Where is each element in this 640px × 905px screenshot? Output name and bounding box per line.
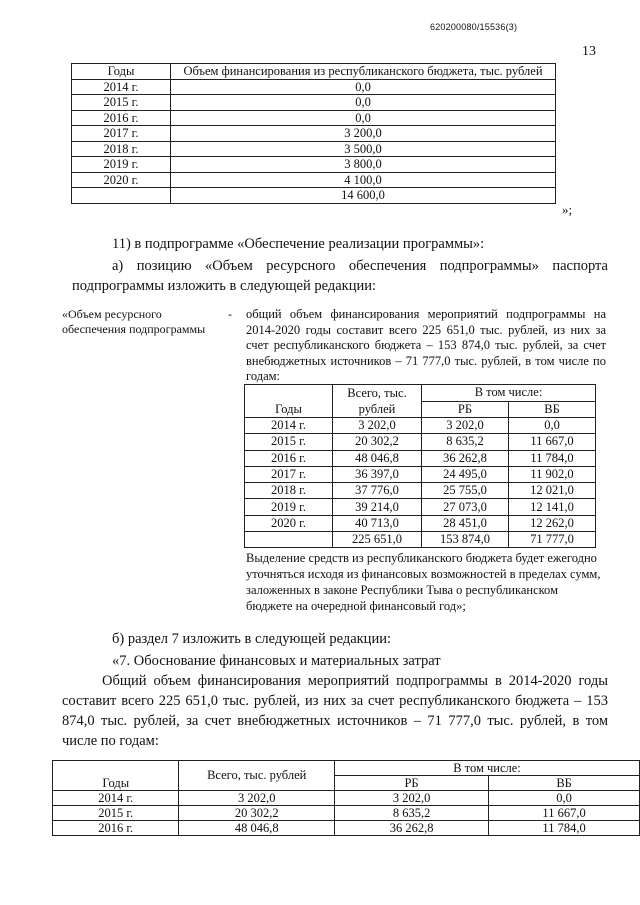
vb-cell: 11 667,0: [509, 434, 596, 450]
item-11-text: 11) в подпрограмме «Обеспечение реализации программы»:: [112, 236, 485, 252]
year-cell: 2015 г.: [72, 95, 171, 111]
amount-cell: 3 800,0: [171, 157, 556, 173]
table-closing-quote: »;: [562, 202, 573, 217]
vb-cell: 12 021,0: [509, 483, 596, 499]
vb-cell: 11 784,0: [509, 450, 596, 466]
vb-cell: 0,0: [509, 418, 596, 434]
table-row: [72, 126, 556, 142]
table-total-row: [245, 532, 596, 548]
amount-cell: 3 500,0: [171, 141, 556, 157]
table-row: [245, 418, 596, 434]
table-row: [72, 157, 556, 173]
table-row: [53, 806, 640, 821]
year-cell: [72, 188, 171, 204]
document-id: 620200080/15536(3): [430, 22, 518, 32]
table-row: [245, 466, 596, 482]
amount-cell: 0,0: [171, 95, 556, 111]
total-cell: 20 302,2: [333, 434, 422, 450]
year-cell: 2018 г.: [245, 483, 333, 499]
table-row: [245, 499, 596, 515]
total-cell: 39 214,0: [333, 499, 422, 515]
sum-rb-cell: 153 874,0: [422, 532, 509, 548]
header-years: Годы: [245, 385, 333, 418]
item-a-text: а) позицию «Объем ресурсного обеспечения подпрограммы» паспорта подпрограммы изложить в следующей редакции:: [72, 258, 608, 294]
rb-cell: 3 202,0: [422, 418, 509, 434]
rb-cell: 36 262,8: [334, 821, 488, 836]
table-row: [245, 483, 596, 499]
year-cell: 2019 г.: [245, 499, 333, 515]
header-years: Годы: [53, 761, 179, 791]
year-cell: 2017 г.: [72, 126, 171, 142]
total-cell: 3 202,0: [333, 418, 422, 434]
table-row: [245, 515, 596, 531]
year-cell: 2017 г.: [245, 466, 333, 482]
header-years: Годы: [72, 64, 171, 80]
sum-total-cell: 225 651,0: [333, 532, 422, 548]
funding-table-rb: [71, 63, 556, 204]
passport-funding-text: общий объем финансирования мероприятий подпрограммы на 2014-2020 годы составит всего 225 651,0 тыс. рублей, из них за счет республиканского бюджета – 153 874,0 тыс. рублей, за счет внебюджетных источников – 71 777,0 тыс. рублей, в том числе по годам:: [246, 307, 606, 383]
amount-cell: 0,0: [171, 110, 556, 126]
year-cell: 2015 г.: [245, 434, 333, 450]
table-row: [53, 821, 640, 836]
rb-cell: 8 635,2: [422, 434, 509, 450]
year-cell: 2014 г.: [53, 791, 179, 806]
amount-cell: 3 200,0: [171, 126, 556, 142]
rb-cell: 24 495,0: [422, 466, 509, 482]
year-cell: 2015 г.: [53, 806, 179, 821]
total-cell: 48 046,8: [333, 450, 422, 466]
header-amount: Объем финансирования из республиканского бюджета, тыс. рублей: [171, 64, 556, 80]
table-row: [72, 95, 556, 111]
rb-cell: 3 202,0: [334, 791, 488, 806]
total-cell: 37 776,0: [333, 483, 422, 499]
passport-side-label: «Объем ресурсного обеспечения подпрограммы: [62, 307, 206, 336]
table-row: [245, 450, 596, 466]
table-header-row: [72, 64, 556, 80]
year-cell: 2014 г.: [245, 418, 333, 434]
year-cell: 2014 г.: [72, 79, 171, 95]
rb-cell: 25 755,0: [422, 483, 509, 499]
sum-vb-cell: 71 777,0: [509, 532, 596, 548]
total-cell: 14 600,0: [171, 188, 556, 204]
header-including: В том числе:: [422, 385, 596, 402]
header-total: Всего, тыс. рублей: [179, 761, 335, 791]
item-b-text: б) раздел 7 изложить в следующей редакции:: [112, 631, 391, 647]
rb-cell: 28 451,0: [422, 515, 509, 531]
rb-cell: 27 073,0: [422, 499, 509, 515]
total-cell: 20 302,2: [179, 806, 335, 821]
vb-cell: 12 141,0: [509, 499, 596, 515]
header-vb: ВБ: [489, 776, 640, 791]
table-row: [72, 141, 556, 157]
year-cell: 2020 г.: [72, 172, 171, 188]
table-row: [53, 791, 640, 806]
year-cell: 2016 г.: [245, 450, 333, 466]
dash-separator: -: [228, 307, 232, 321]
page-number: 13: [582, 44, 596, 59]
funding-table-passport: [244, 384, 596, 548]
year-cell: 2016 г.: [53, 821, 179, 836]
section-7-body: Общий объем финансирования мероприятий подпрограммы в 2014-2020 годы составит всего 225 651,0 тыс. рублей, из них за счет республиканского бюджета – 153 874,0 тыс. рублей, за счет внебюджетных источников – 71 777,0 тыс. рублей, в том числе по годам:: [62, 673, 608, 749]
total-cell: 36 397,0: [333, 466, 422, 482]
year-cell: 2016 г.: [72, 110, 171, 126]
year-cell: 2020 г.: [245, 515, 333, 531]
header-vb: ВБ: [509, 401, 596, 418]
vb-cell: 12 262,0: [509, 515, 596, 531]
funding-table-section7: [52, 760, 640, 836]
header-including: В том числе:: [334, 761, 639, 776]
table-row: [72, 172, 556, 188]
table-row: [245, 434, 596, 450]
table-header-row: [53, 761, 640, 776]
header-rb: РБ: [334, 776, 488, 791]
year-cell: 2018 г.: [72, 141, 171, 157]
table-row: [72, 110, 556, 126]
table-total-row: [72, 188, 556, 204]
table-row: [72, 79, 556, 95]
year-cell: 2019 г.: [72, 157, 171, 173]
vb-cell: 11 667,0: [489, 806, 640, 821]
total-cell: 3 202,0: [179, 791, 335, 806]
table-header-row: [245, 385, 596, 402]
vb-cell: 0,0: [489, 791, 640, 806]
vb-cell: 11 902,0: [509, 466, 596, 482]
header-rb: РБ: [422, 401, 509, 418]
total-cell: 48 046,8: [179, 821, 335, 836]
amount-cell: 4 100,0: [171, 172, 556, 188]
total-cell: 40 713,0: [333, 515, 422, 531]
year-cell: [245, 532, 333, 548]
budget-note: Выделение средств из республиканского бюджета будет ежегодно уточняться исходя из финансовых возможностей в пределах сумм, заложенных в законе Республики Тыва о республиканском бюджете на очередной финансовый год»;: [246, 551, 601, 613]
rb-cell: 8 635,2: [334, 806, 488, 821]
vb-cell: 11 784,0: [489, 821, 640, 836]
header-total: Всего, тыс. рублей: [333, 385, 422, 418]
section-7-title: «7. Обоснование финансовых и материальных затрат: [112, 653, 441, 669]
amount-cell: 0,0: [171, 79, 556, 95]
rb-cell: 36 262,8: [422, 450, 509, 466]
